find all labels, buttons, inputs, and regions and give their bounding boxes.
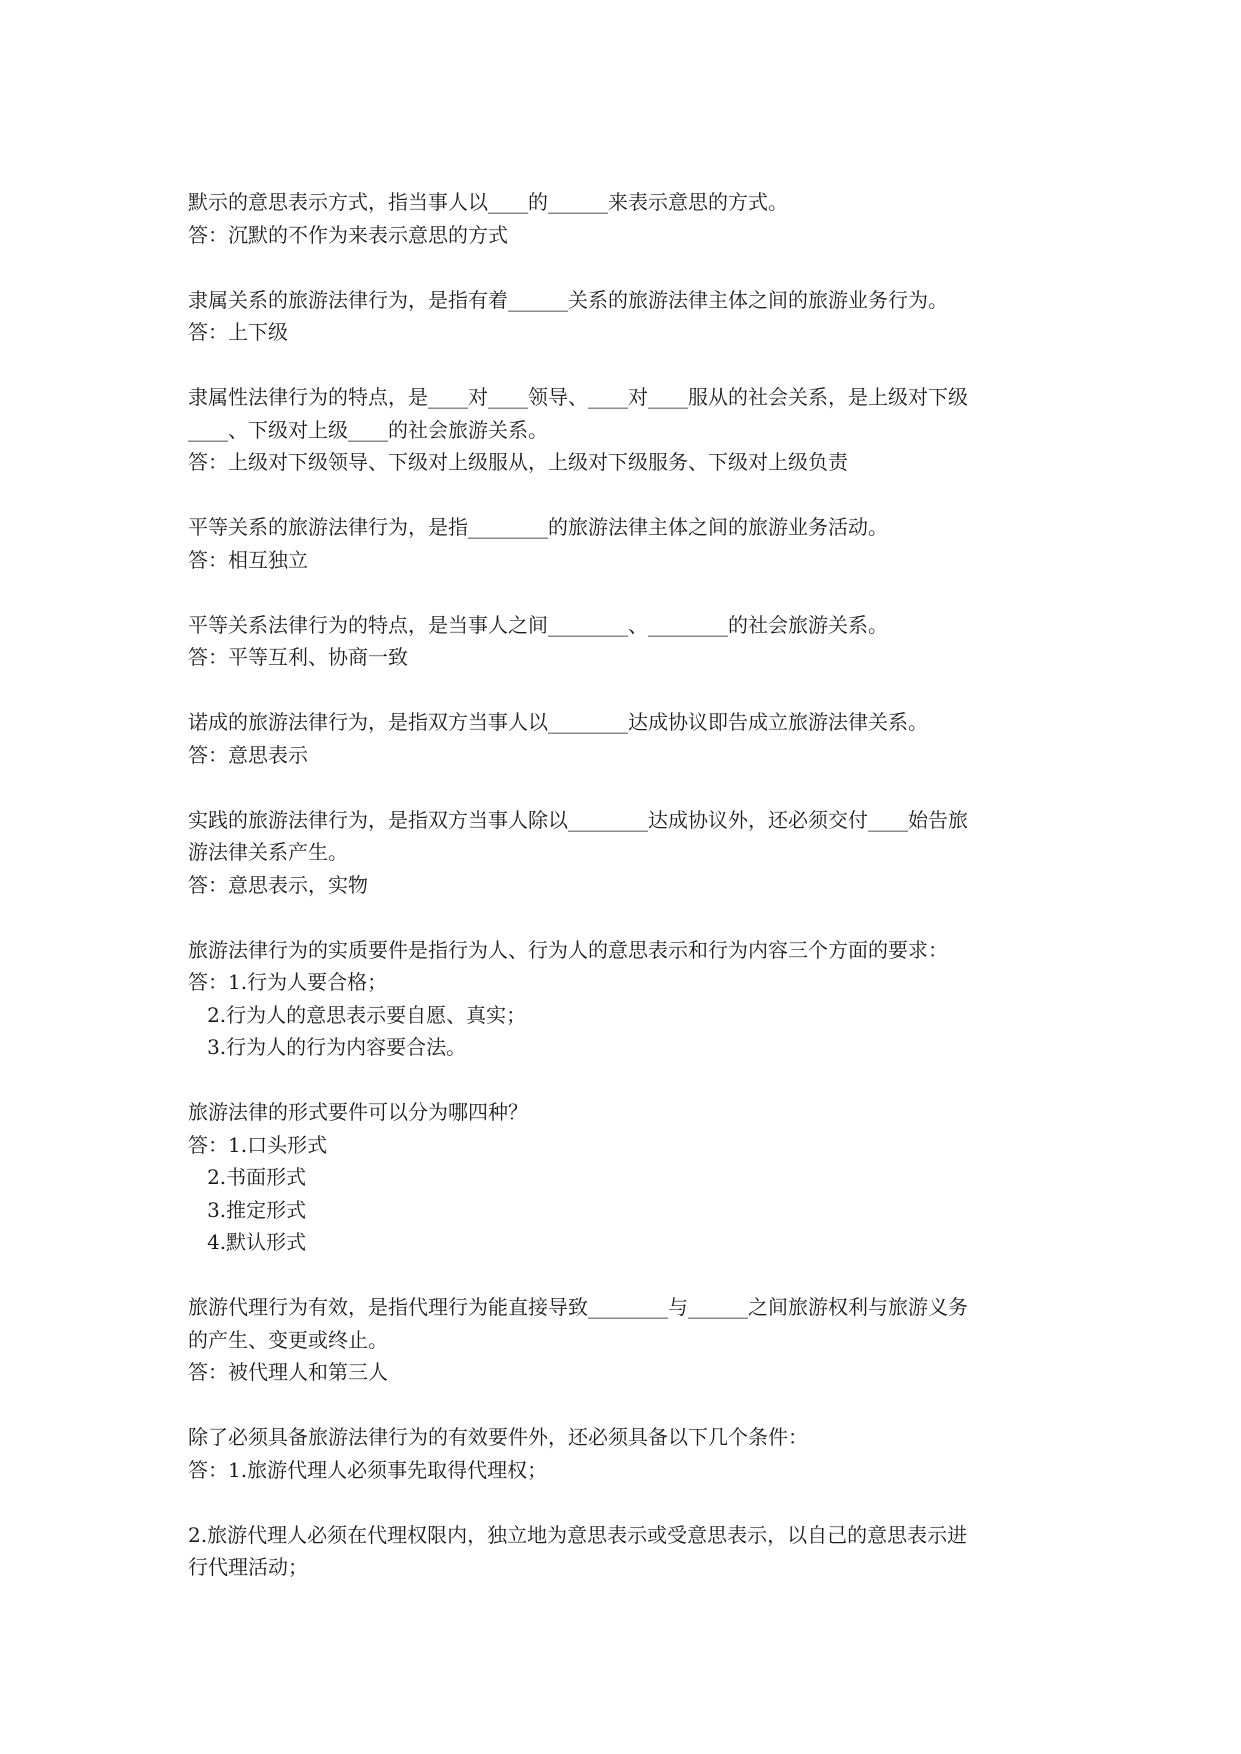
blank-line [188, 1389, 1058, 1422]
answer-line: 答：上下级 [188, 320, 288, 344]
text-line: 隶属关系的旅游法律行为，是指有着______关系的旅游法律主体之间的旅游业务行为。 [188, 287, 948, 312]
text-line: ____、下级对上级____的社会旅游关系。 [188, 417, 548, 442]
text-line: 旅游法律的形式要件可以分为哪四种？ [188, 1100, 528, 1124]
text-line: 游法律关系产生。 [188, 840, 348, 864]
text-line: 平等关系法律行为的特点，是当事人之间________、________的社会旅游关系。 [188, 612, 888, 637]
answer-line: 答：平等互利、协商一致 [188, 645, 408, 669]
blank-line [188, 251, 1058, 284]
blank-line [188, 1064, 1058, 1097]
blank-line [188, 576, 1058, 609]
blank-line [188, 771, 1058, 804]
answer-line: 2.书面形式 [188, 1165, 307, 1189]
blank-line [188, 1259, 1058, 1292]
blank-line [188, 479, 1058, 512]
answer-line: 答：沉默的不作为来表示意思的方式 [188, 222, 508, 247]
text-line: 的产生、变更或终止。 [188, 1327, 388, 1352]
answer-line: 答：相互独立 [188, 547, 308, 572]
answer-line: 4.默认形式 [188, 1230, 307, 1254]
blank-line [188, 349, 1058, 382]
answer-line: 答：被代理人和第三人 [188, 1360, 388, 1384]
text-line: 诺成的旅游法律行为，是指双方当事人以________达成协议即告成立旅游法律关系。 [188, 710, 928, 734]
text-line: 旅游法律行为的实质要件是指行为人、行为人的意思表示和行为内容三个方面的要求： [188, 937, 948, 962]
answer-line: 答：1.旅游代理人必须事先取得代理权； [188, 1457, 548, 1482]
answer-line: 答：上级对下级领导、下级对上级服从，上级对下级服务、下级对上级负责 [188, 450, 848, 474]
text-line: 除了必须具备旅游法律行为的有效要件外，还必须具备以下几个条件： [188, 1425, 808, 1449]
answer-line: 答：意思表示 [188, 742, 308, 767]
blank-line [188, 674, 1058, 707]
text-line: 实践的旅游法律行为，是指双方当事人除以________达成协议外，还必须交付____始告旅 [188, 807, 968, 832]
document-page [188, 186, 1058, 1584]
answer-line: 2.行为人的意思表示要自愿、真实； [188, 1002, 527, 1027]
blank-line [188, 901, 1058, 934]
text-line: 默示的意思表示方式，指当事人以____的______来表示意思的方式。 [188, 190, 788, 214]
text-line: 旅游代理行为有效，是指代理行为能直接导致________与______之间旅游权利与旅游义务 [188, 1295, 968, 1319]
answer-line: 答：1.口头形式 [188, 1132, 328, 1157]
text-line: 行代理活动； [188, 1555, 308, 1579]
text-line: 2.旅游代理人必须在代理权限内，独立地为意思表示或受意思表示，以自己的意思表示进 [188, 1522, 968, 1547]
text-line: 隶属性法律行为的特点，是____对____领导、____对____服从的社会关系，是上级对下级 [188, 385, 968, 409]
answer-line: 答：意思表示，实物 [188, 872, 368, 897]
text-line: 平等关系的旅游法律行为，是指________的旅游法律主体之间的旅游业务活动。 [188, 515, 888, 539]
blank-line [188, 1486, 1058, 1519]
answer-line: 3.行为人的行为内容要合法。 [188, 1035, 467, 1059]
answer-line: 3.推定形式 [188, 1197, 307, 1222]
answer-line: 答：1.行为人要合格； [188, 970, 388, 994]
